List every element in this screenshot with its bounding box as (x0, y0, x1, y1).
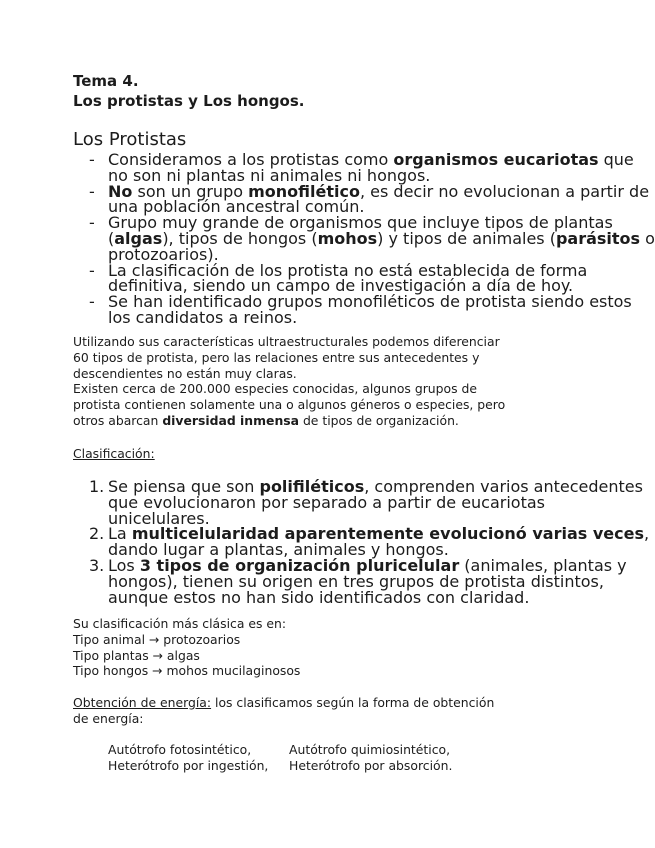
bullet-item-cont: (algas), tipos de hongos (mohos) y tipos de animales (parásitos o (108, 228, 655, 248)
bullet-item-cont: una población ancestral común. (108, 197, 365, 217)
bullet-item-cont: protozoarios). (108, 244, 219, 264)
classic-type: Tipo hongos → mohos mucilaginosos (73, 663, 301, 679)
title-line-2: Los protistas y Los hongos. (73, 92, 305, 110)
numbered-item-cont: hongos), tienen su origen en tres grupos de protista distintos, (108, 571, 604, 591)
energy-column-1: Autótrofo fotosintético, Heterótrofo por ingestión, (108, 742, 269, 773)
paragraph-line: protista contienen solamente una o algunos géneros o especies, pero (73, 397, 506, 413)
numbered-item: 3. Los 3 tipos de organización pluricelular (animales, plantas y (89, 555, 627, 575)
bullet-item: - Se han identificado grupos monofiléticos de protista siendo estos (89, 292, 529, 308)
numbered-item: 1. Se piensa que son polifiléticos, comprenden varios antecedentes (89, 477, 643, 496)
numbered-item-cont: aunque estos no han sido identificados con claridad. (108, 587, 530, 607)
intro-paragraph (73, 334, 533, 429)
bullet-item: - Grupo muy grande de organismos que incluye tipos de plantas (89, 213, 529, 229)
energy-column-2: Autótrofo quimiosintético, Heterótrofo por absorción. (289, 742, 453, 773)
numbered-item-cont: que evolucionaron por separado a partir de eucariotas (108, 492, 546, 512)
bullet-list (89, 150, 655, 327)
classic-classification (73, 616, 533, 679)
classic-type: Tipo animal → protozoarios (73, 631, 241, 647)
paragraph-line: 60 tipos de protista, pero las relaciones entre sus antecedentes y (73, 349, 480, 365)
bullet-item-cont: los candidatos a reinos. (108, 307, 298, 327)
title-line-1: Tema 4. (73, 72, 139, 90)
bullet-item: - La clasificación de los protista no está establecida de forma (89, 261, 529, 277)
bullet-item-cont: no son ni plantas ni animales ni hongos. (108, 165, 431, 185)
classic-type: Tipo plantas → algas (73, 647, 200, 663)
bullet-item: - No son un grupo monofilético, es decir no evolucionan a partir de (89, 182, 529, 198)
paragraph-line: Utilizando sus características ultraestructurales podemos diferenciar (73, 334, 500, 349)
bullet-item-cont: definitiva, siendo un campo de investigación a día de hoy. (108, 276, 574, 296)
section-heading: Los Protistas (73, 129, 187, 150)
energy-paragraph: Obtención de energía: los clasificamos según la forma de obtención de energía: (73, 695, 495, 726)
classification-list (89, 477, 650, 607)
numbered-item: 2. La multicelularidad aparentemente evolucionó varias veces, (89, 524, 650, 544)
paragraph-line: Existen cerca de 200.000 especies conocidas, algunos grupos de (73, 381, 477, 397)
energy-heading: Obtención de energía: (73, 695, 212, 710)
bullet-item: - Consideramos a los protistas como organismos eucariotas que (89, 150, 529, 166)
paragraph-line: descendientes no están muy claras. (73, 365, 297, 381)
classic-intro: Su clasificación más clásica es en: (73, 616, 287, 631)
numbered-item-cont: unicelulares. (108, 508, 210, 528)
classification-heading: Clasificación: (73, 446, 155, 461)
numbered-item-cont: dando lugar a plantas, animales y hongos. (108, 540, 449, 560)
paragraph-line: otros abarcan diversidad inmensa de tipos de organización. (73, 412, 459, 428)
